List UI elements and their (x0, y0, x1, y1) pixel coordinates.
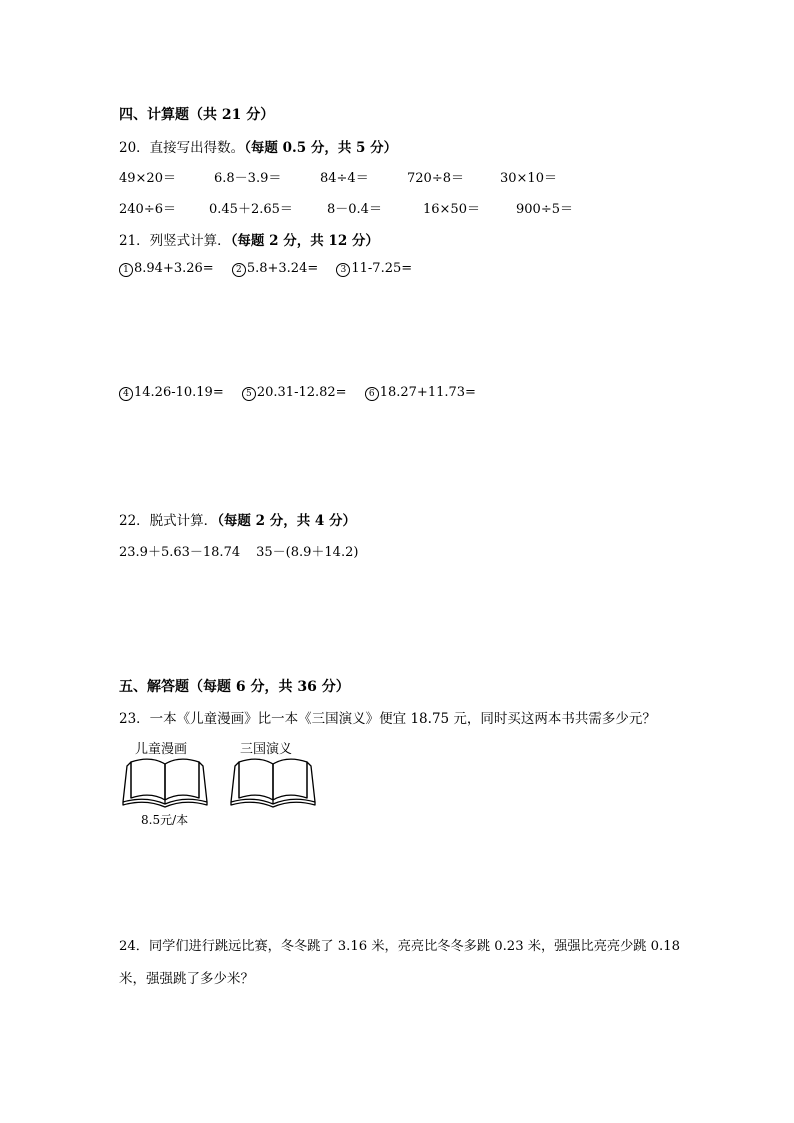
q20-item: 8－0.4＝ (327, 202, 382, 217)
q21-expression: 20.31-12.82= (256, 385, 347, 400)
book-price: 8.5元/本 (141, 813, 189, 827)
q21-expression: 8.94+3.26= (134, 261, 214, 276)
circled-number: 1 (119, 263, 133, 277)
q21-expression: 18.27+11.73= (379, 385, 476, 400)
q22-points: （每题 2 分，共 4 分） (217, 513, 357, 529)
q21-item (119, 261, 214, 277)
q21-expression: 5.8+3.24= (246, 261, 319, 276)
q20-item: 720÷8＝ (407, 171, 464, 186)
q20-points: （每题 0.5 分，共 5 分） (244, 140, 398, 156)
q21-stem-text: 21．列竖式计算． (119, 233, 231, 249)
q20-item: 0.45＋2.65＝ (209, 202, 293, 217)
q21-points: （每题 2 分，共 12 分） (230, 233, 379, 249)
q20-item: 49×20＝ (119, 171, 176, 186)
q20-item: 84÷4＝ (320, 171, 369, 186)
book-figure-children-comics (121, 738, 209, 828)
q20-item: 240÷6＝ (119, 202, 176, 217)
circled-number: 2 (232, 263, 246, 277)
q21-row-2 (119, 385, 490, 401)
q21-item (365, 385, 476, 401)
q22-stem-text: 22．脱式计算． (119, 513, 218, 529)
section-5-title: 五、解答题（每题 6 分，共 36 分） (119, 679, 350, 695)
book-figure-three-kingdoms (229, 738, 317, 810)
q21-item (336, 261, 412, 277)
open-book-icon (121, 756, 209, 808)
circled-number: 4 (119, 387, 133, 401)
circled-number: 3 (336, 263, 350, 277)
q21-stem (119, 229, 379, 249)
q20-stem (119, 136, 397, 156)
q21-expression: 11-7.25= (351, 261, 413, 276)
q21-expression: 14.26-10.19= (134, 385, 224, 400)
q20-item: 30×10＝ (500, 171, 557, 186)
q20-item: 16×50＝ (423, 202, 480, 217)
q24-line-2: 米，强强跳了多少米？ (119, 971, 254, 987)
q22-stem (119, 509, 356, 529)
q24-line-1: 24．同学们进行跳远比赛，冬冬跳了 3.16 米，亮亮比冬冬多跳 0.23 米，强强比亮亮少跳 0.18 (119, 939, 681, 954)
q23-text: 23．一本《儿童漫画》比一本《三国演义》便宜 18.75 元，同时买这两本书共需多少元？ (119, 711, 656, 727)
open-book-icon (229, 756, 317, 808)
circled-number: 6 (365, 387, 379, 401)
q20-item: 6.8－3.9＝ (214, 171, 282, 186)
circled-number: 5 (242, 387, 256, 401)
q21-item (232, 261, 318, 277)
q21-item (119, 385, 224, 401)
section-4-title: 四、计算题（共 21 分） (119, 107, 275, 123)
q21-item (242, 385, 347, 401)
q22-expressions (119, 541, 358, 560)
book-title: 三国演义 (240, 742, 293, 757)
q22-expression-1: 23.9＋5.63－18.74 (119, 545, 241, 560)
q21-row-1 (119, 261, 426, 277)
q20-stem-text: 20．直接写出得数。 (119, 140, 245, 156)
q20-item: 900÷5＝ (516, 202, 573, 217)
book-title: 儿童漫画 (135, 742, 188, 757)
q22-expression-2: 35－(8.9＋14.2) (256, 545, 359, 560)
